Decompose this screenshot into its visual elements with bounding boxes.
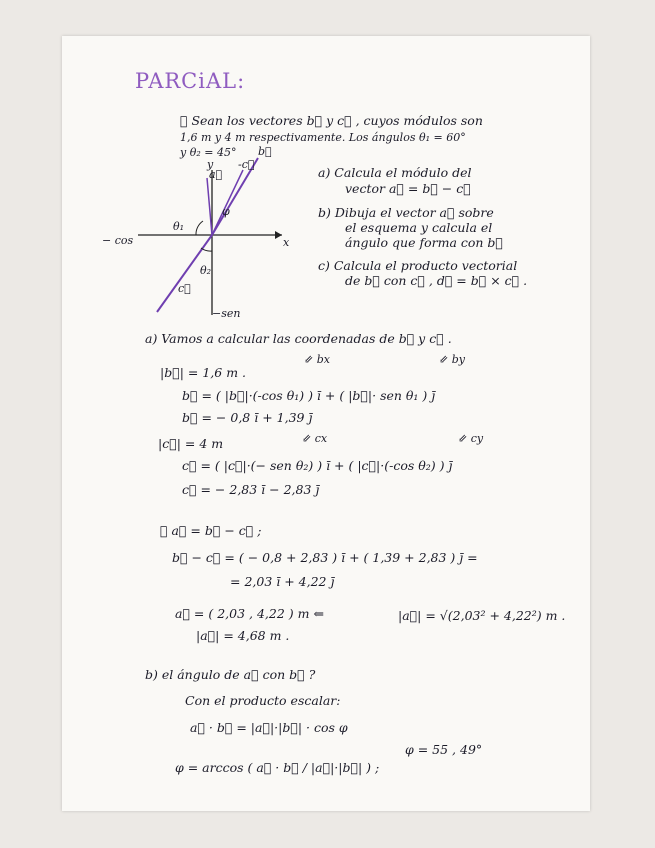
c-components-result: c⃗ = − 2,83 ī − 2,83 ȷ̄: [182, 482, 320, 497]
x-axis-arrow: [275, 231, 282, 239]
scalar-product-note: Con el producto escalar:: [185, 693, 341, 708]
solution-b-heading: b) el ángulo de a⃗ con b⃗ ?: [145, 667, 316, 682]
task-b-line-2: el esquema y calcula el: [345, 220, 493, 235]
solution-a-heading: a) Vamos a calcular las coordenadas de b⃗ y c⃗ .: [145, 331, 452, 346]
label-theta2: θ₂: [200, 264, 212, 277]
a-magnitude-formula: |a⃗| = √(2,03² + 4,22²) m .: [398, 608, 566, 623]
label-y: y: [207, 158, 214, 171]
annotation-cx: ⇙ cx: [302, 432, 328, 445]
label-minus-cos: − cos: [102, 234, 134, 247]
angle-theta1-arc: [196, 221, 203, 235]
label-minus-c: -c⃗: [238, 158, 255, 171]
problem-intro-line-3: y θ₂ = 45°: [180, 146, 237, 159]
vector-a-line: [207, 178, 212, 235]
page-title: PARCiAL:: [135, 69, 246, 93]
b-minus-c-formula: b⃗ − c⃗ = ( − 0,8 + 2,83 ) ī + ( 1,39 + 2,83 ) ȷ̄ =: [172, 550, 478, 565]
problem-intro-line-2: 1,6 m y 4 m respectivamente. Los ángulos θ₁ = 60°: [180, 131, 466, 144]
label-minus-sen: −sen: [212, 307, 241, 320]
label-phi: φ: [222, 205, 230, 218]
phi-result: φ = 55 , 49°: [405, 742, 483, 757]
problem-intro-line-1: ④ Sean los vectores b⃗ y c⃗ , cuyos módulos son: [180, 113, 483, 128]
label-b: b⃗: [258, 145, 272, 158]
c-components-formula: c⃗ = ( |c⃗|·(− sen θ₂) ) ī + ( |c⃗|·(-cos θ₂) ) ȷ̄: [182, 458, 453, 473]
b-magnitude: |b⃗| = 1,6 m .: [160, 365, 246, 380]
a-magnitude-result: |a⃗| = 4,68 m .: [196, 628, 290, 643]
a-definition: ✶ a⃗ = b⃗ − c⃗ ;: [160, 523, 262, 538]
task-c-line-1: c) Calcula el producto vectorial: [318, 258, 518, 273]
label-x: x: [283, 236, 290, 249]
phi-arccos-formula: φ = arccos ( a⃗ · b⃗ / |a⃗|·|b⃗| ) ;: [175, 760, 380, 775]
task-b-line-3: ángulo que forma con b⃗: [345, 235, 503, 250]
task-a-line-2: vector a⃗ = b⃗ − c⃗: [345, 181, 471, 196]
scalar-product-formula: a⃗ · b⃗ = |a⃗|·|b⃗| · cos φ: [190, 720, 348, 735]
annotation-cy: ⇙ cy: [458, 432, 484, 445]
task-c-line-2: de b⃗ con c⃗ , d⃗ = b⃗ × c⃗ .: [345, 273, 528, 288]
b-minus-c-result: = 2,03 ī + 4,22 ȷ̄: [230, 574, 335, 589]
task-a-line-1: a) Calcula el módulo del: [318, 165, 472, 180]
task-b-line-1: b) Dibuja el vector a⃗ sobre: [318, 205, 494, 220]
label-theta1: θ₁: [173, 220, 185, 233]
c-magnitude: |c⃗| = 4 m: [158, 436, 224, 451]
label-c: c⃗: [178, 282, 191, 295]
b-components-result: b⃗ = − 0,8 ī + 1,39 ȷ̄: [182, 410, 313, 425]
b-components-formula: b⃗ = ( |b⃗|·(-cos θ₁) ) ī + ( |b⃗|· sen θ₁ ) ȷ̄: [182, 388, 436, 403]
a-vector-result: a⃗ = ( 2,03 , 4,22 ) m ⇐: [175, 606, 324, 621]
annotation-by: ⇙ by: [439, 353, 465, 366]
label-a: a⃗: [209, 168, 223, 181]
annotation-bx: ⇙ bx: [304, 353, 330, 366]
